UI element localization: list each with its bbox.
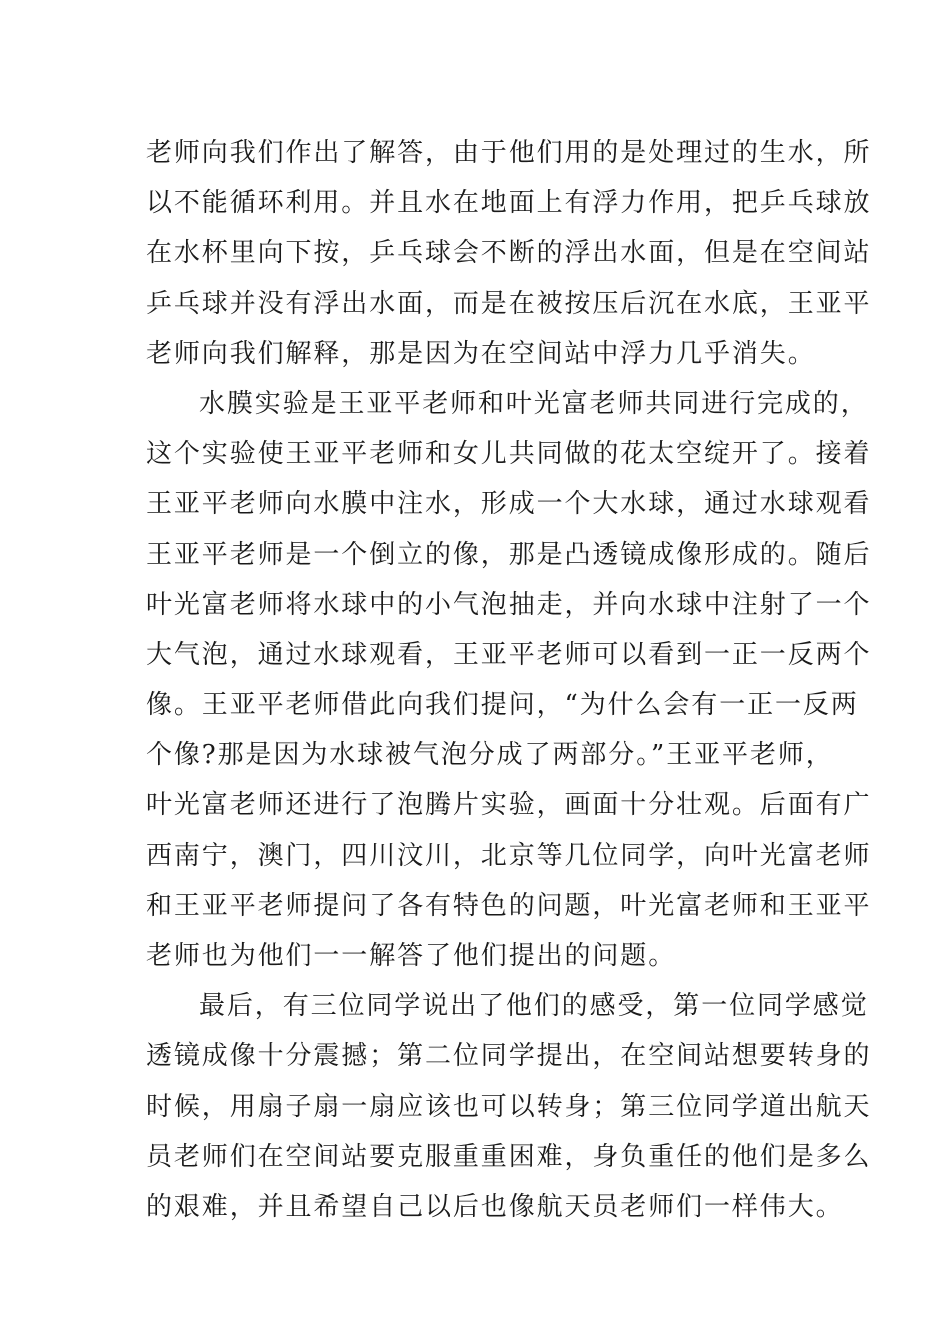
text-line: 这个实验使王亚平老师和女儿共同做的花太空绽开了。接着 bbox=[146, 439, 872, 470]
text-line: 时候，用扇子扇一扇应该也可以转身；第三位同学道出航天 bbox=[146, 1091, 872, 1122]
text-line: 王亚平老师向水膜中注水，形成一个大水球，通过水球观看 bbox=[146, 489, 872, 520]
text-line: 老师向我们作出了解答，由于他们用的是处理过的生水，所 bbox=[146, 138, 872, 168]
text-line: 西南宁，澳门，四川汶川，北京等几位同学，向叶光富老师 bbox=[146, 840, 872, 871]
text-line: 个像?那是因为水球被气泡分成了两部分。”王亚平老师， bbox=[146, 740, 834, 771]
text-line: 在水杯里向下按，乒乓球会不断的浮出水面，但是在空间站 bbox=[146, 238, 872, 269]
text-line: 以不能循环利用。并且水在地面上有浮力作用，把乒乓球放 bbox=[146, 188, 872, 219]
text-line: 最后，有三位同学说出了他们的感受，第一位同学感觉 bbox=[199, 991, 869, 1022]
text-line: 老师也为他们一一解答了他们提出的问题。 bbox=[146, 941, 677, 971]
text-line: 老师向我们解释，那是因为在空间站中浮力几乎消失。 bbox=[146, 338, 816, 369]
text-line: 大气泡，通过水球观看，王亚平老师可以看到一正一反两个 bbox=[146, 639, 872, 670]
text-line: 的艰难，并且希望自己以后也像航天员老师们一样伟大。 bbox=[146, 1191, 844, 1222]
text-line: 乒乓球并没有浮出水面，而是在被按压后沉在水底，王亚平 bbox=[146, 288, 872, 319]
paragraph-3 bbox=[146, 981, 872, 1232]
text-line: 叶光富老师还进行了泡腾片实验，画面十分壮观。后面有广 bbox=[146, 790, 872, 821]
paragraph-2 bbox=[146, 379, 872, 981]
text-line: 和王亚平老师提问了各有特色的问题，叶光富老师和王亚平 bbox=[146, 890, 872, 921]
text-line: 像。王亚平老师借此向我们提问，“为什么会有一正一反两 bbox=[146, 690, 859, 721]
text-line: 透镜成像十分震撼；第二位同学提出，在空间站想要转身的 bbox=[146, 1041, 872, 1072]
body-text bbox=[146, 128, 872, 1232]
text-line: 水膜实验是王亚平老师和叶光富老师共同进行完成的， bbox=[199, 388, 869, 419]
text-line: 王亚平老师是一个倒立的像，那是凸透镜成像形成的。随后 bbox=[146, 539, 872, 570]
text-line: 员老师们在空间站要克服重重困难，身负重任的他们是多么 bbox=[146, 1141, 872, 1172]
paragraph-1 bbox=[146, 128, 872, 379]
text-line: 叶光富老师将水球中的小气泡抽走，并向水球中注射了一个 bbox=[146, 589, 872, 620]
